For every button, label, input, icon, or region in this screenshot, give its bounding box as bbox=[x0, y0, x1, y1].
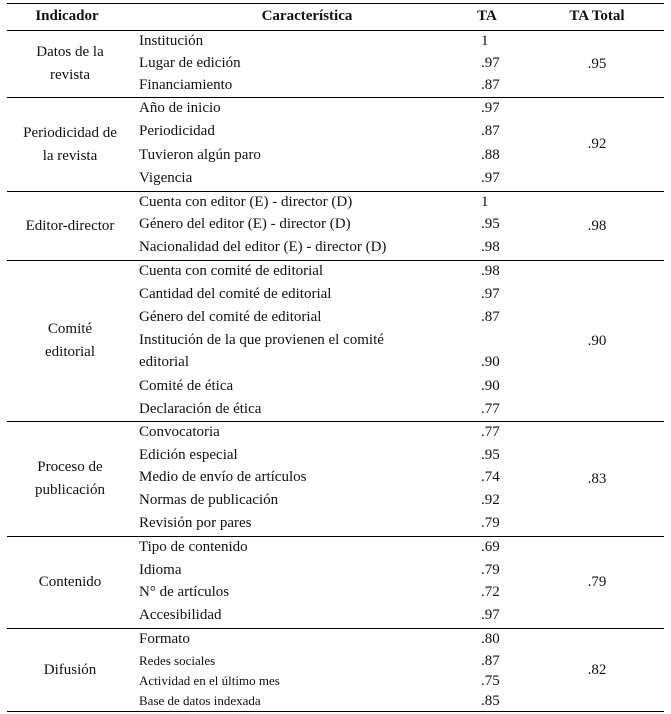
indicator-group bbox=[7, 261, 664, 422]
indicator-label: Comité editorial bbox=[45, 321, 95, 360]
indicator-group bbox=[7, 31, 664, 98]
table-row: Redes sociales .87 bbox=[139, 653, 500, 669]
table-row: Edición especial .95 bbox=[139, 447, 500, 463]
ta-total-value: .83 bbox=[587, 470, 607, 487]
table-row: Actividad en el último mes .75 bbox=[139, 673, 500, 689]
table-row: Periodicidad .87 bbox=[139, 123, 500, 139]
indicator-label: Periodicidad de la revista bbox=[23, 124, 117, 164]
table-row: Medio de envío de artículos .74 bbox=[139, 469, 500, 485]
table-row: Declaración de ética .77 bbox=[139, 401, 500, 417]
indicator-label: Contenido bbox=[38, 574, 102, 590]
table-row: Nacionalidad del editor (E) - director (D) .98 bbox=[139, 239, 500, 255]
ta-total-value: .90 bbox=[587, 332, 607, 349]
table-row: Normas de publicación .92 bbox=[139, 492, 500, 508]
table-row: Año de inicio .97 bbox=[139, 100, 500, 116]
indicator-label: Proceso de publicación bbox=[35, 459, 105, 498]
agreement-table bbox=[7, 3, 664, 712]
table-row: N° de artículos .72 bbox=[139, 584, 500, 600]
table-row: Financiamiento .87 bbox=[139, 77, 500, 93]
table-row: Convocatoria .77 bbox=[139, 424, 500, 440]
ta-total-value: .98 bbox=[587, 217, 607, 234]
indicator-label: Difusión bbox=[43, 661, 97, 678]
table-row: Revisión por pares .79 bbox=[139, 515, 500, 531]
table-row: Institución de la que provienen el comité editorial .90 bbox=[139, 332, 500, 370]
table-row: Vigencia .97 bbox=[139, 170, 500, 186]
table-row: Accesibilidad .97 bbox=[139, 607, 500, 623]
table-row: Cantidad del comité de editorial .97 bbox=[139, 286, 500, 302]
table-row: Idioma .79 bbox=[139, 562, 500, 578]
ta-total-value: .92 bbox=[587, 136, 607, 152]
header-indicador: Indicador bbox=[35, 8, 99, 24]
indicator-label: Editor-director bbox=[25, 217, 115, 234]
indicator-group bbox=[7, 192, 664, 261]
indicator-group bbox=[7, 98, 664, 192]
table-row: Género del comité de editorial .87 bbox=[139, 309, 500, 325]
ta-total-value: .79 bbox=[587, 574, 607, 590]
table-row: Lugar de edición .97 bbox=[139, 55, 500, 71]
indicator-group bbox=[7, 629, 664, 711]
table-row: Base de datos indexada .85 bbox=[139, 693, 500, 709]
indicator-label: Datos de la revista bbox=[36, 44, 104, 83]
table-header bbox=[7, 4, 664, 31]
header-ta-total: TA Total bbox=[569, 8, 625, 24]
table-row: Cuenta con editor (E) - director (D) 1 bbox=[139, 194, 489, 210]
table-row: Comité de ética .90 bbox=[139, 378, 500, 394]
indicator-group bbox=[7, 422, 664, 537]
table-row: Género del editor (E) - director (D) .95 bbox=[139, 216, 500, 232]
ta-total-value: .95 bbox=[587, 55, 607, 72]
table-row: Tuvieron algún paro .88 bbox=[139, 147, 500, 163]
table-row: Tipo de contenido .69 bbox=[139, 539, 500, 555]
table-row: Formato .80 bbox=[139, 631, 500, 647]
header-caracteristica: Característica bbox=[261, 8, 353, 24]
indicator-group bbox=[7, 537, 664, 629]
header-ta: TA bbox=[477, 8, 497, 24]
table-row: Institución 1 bbox=[139, 33, 489, 49]
table-row: Cuenta con comité de editorial .98 bbox=[139, 263, 500, 279]
ta-total-value: .82 bbox=[587, 661, 607, 678]
